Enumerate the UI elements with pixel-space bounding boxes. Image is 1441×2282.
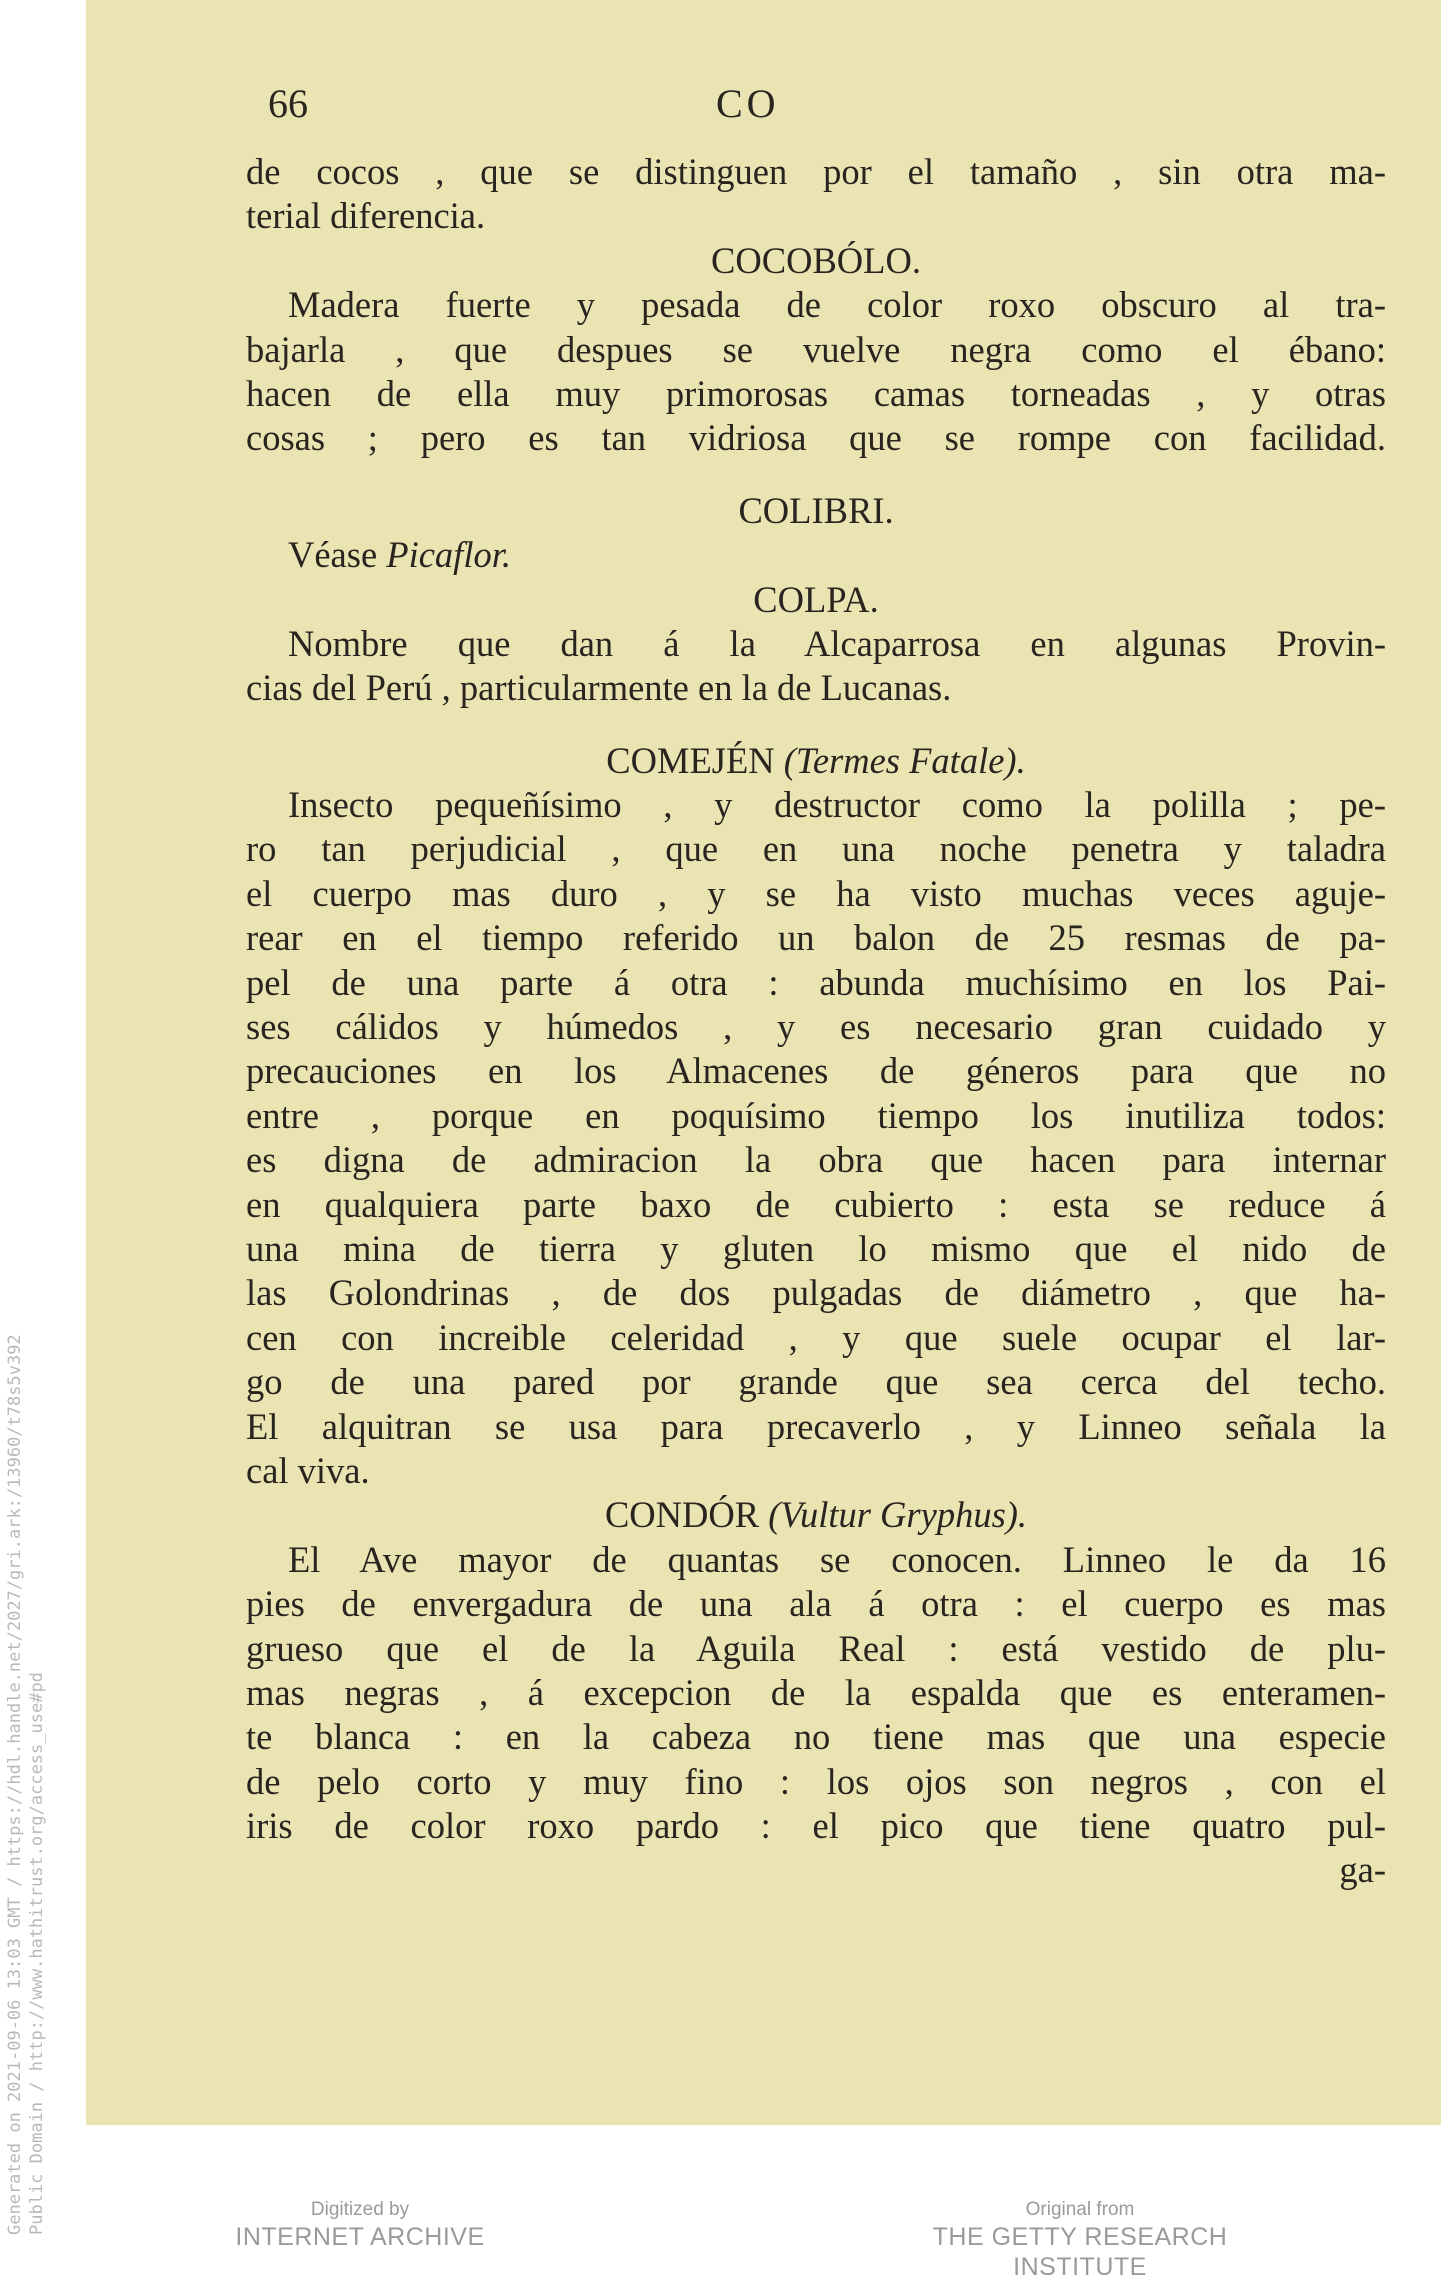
page-number: 66 (268, 81, 308, 126)
stamp-line-generated: Generated on 2021-09-06 13:03 GMT / https://hdl.handle.net/2027/gri.ark:/13960/t78s5v392 (5, 1334, 25, 2235)
heading-latin: (Vultur Gryphus). (768, 1494, 1028, 1536)
text-line: iris de color roxo pardo : el pico que tiene quatro pul- (246, 1805, 1386, 1847)
text-line: las Golondrinas , de dos pulgadas de diámetro , que ha- (246, 1272, 1386, 1314)
text-line: pel de una parte á otra : abunda muchísimo en los Pai- (246, 961, 1386, 1003)
catchword: ga- (1339, 1849, 1386, 1891)
heading-term: COMEJÉN (606, 739, 775, 781)
text-line: rear en el tiempo referido un balon de 25 resmas de pa- (246, 917, 1386, 959)
stamp-line-rights: Public Domain / http://www.hathitrust.org/access_use#pd (27, 1672, 47, 2235)
digitized-by (230, 2198, 490, 2252)
text-line: El Ave mayor de quantas se conocen. Linneo le da 16 (288, 1538, 1386, 1580)
text-line: Insecto pequeñísimo , y destructor como la polilla ; pe- (288, 784, 1386, 826)
text-line: Nombre que dan á la Alcaparrosa en algunas Provin- (288, 622, 1386, 664)
text-line: pies de envergadura de una ala á otra : el cuerpo es mas (246, 1583, 1386, 1625)
book-page (86, 0, 1441, 2125)
text-line: mas negras , á excepcion de la espalda que es enteramen- (246, 1671, 1386, 1713)
stamp-text (4, 1334, 48, 2235)
entry-heading-cocobolo: COCOBÓLO. (711, 239, 921, 281)
text-line: de cocos , que se distinguen por el tamaño , sin otra ma- (246, 151, 1386, 192)
text-line: de pelo corto y muy fino : los ojos son negros , con el (246, 1760, 1386, 1802)
text-line: terial diferencia. (246, 195, 486, 237)
heading-latin: (Termes Fatale). (783, 739, 1026, 781)
text-line: el cuerpo mas duro , y se ha visto muchas veces aguje- (246, 872, 1386, 914)
cross-reference (246, 533, 1386, 577)
text-line: grueso que el de la Aguila Real : está vestido de plu- (246, 1627, 1386, 1669)
text-line: entre , porque en poquísimo tiempo los inutiliza todos: (246, 1094, 1386, 1136)
entry-heading-colibri: COLIBRI. (738, 489, 894, 531)
text-line: Madera fuerte y pesada de color roxo obscuro al tra- (288, 284, 1386, 326)
text-line: en qualquiera parte baxo de cubierto : esta se reduce á (246, 1183, 1386, 1225)
original-label: Original from (1025, 2199, 1135, 2220)
text-line: bajarla , que despues se vuelve negra como el ébano: (246, 328, 1386, 370)
page-header (86, 80, 1441, 130)
see-target: Picaflor. (386, 534, 511, 576)
text-line: te blanca : en la cabeza no tiene mas que una especie (246, 1716, 1386, 1758)
see-prefix: Véase (288, 534, 378, 576)
text-line: cias del Perú , particularmente en la de Lucanas. (246, 667, 952, 709)
text-line: El alquitran se usa para precaverlo , y Linneo señala la (246, 1405, 1386, 1447)
heading-term: CONDÓR (604, 1494, 760, 1536)
text-line: ses cálidos y húmedos , y es necesario gran cuidado y (246, 1006, 1386, 1048)
text-line: go de una pared por grande que sea cerca del techo. (246, 1361, 1386, 1403)
original-source: THE GETTY RESEARCH INSTITUTE (932, 2223, 1228, 2281)
text-line: cosas ; pero es tan vidriosa que se rompe con facilidad. (246, 417, 1386, 459)
hathitrust-stamp (0, 1050, 47, 2250)
text-line: precauciones en los Almacenes de géneros para que no (246, 1050, 1386, 1092)
text-line: cal viva. (246, 1449, 370, 1491)
digitized-label: Digitized by (310, 2199, 410, 2220)
original-from (870, 2198, 1290, 2282)
text-line: es digna de admiracion la obra que hacen para internar (246, 1139, 1386, 1181)
entry-heading-condor (246, 1493, 1386, 1537)
running-head: CO (716, 81, 780, 126)
entry-heading-colpa: COLPA. (753, 578, 879, 620)
text-line: una mina de tierra y gluten lo mismo que el nido de (246, 1227, 1386, 1269)
digitized-source: INTERNET ARCHIVE (235, 2223, 485, 2251)
page-body (246, 150, 1386, 1893)
text-line: ro tan perjudicial , que en una noche penetra y taladra (246, 828, 1386, 870)
entry-heading-comejen (246, 739, 1386, 783)
text-line: hacen de ella muy primorosas camas torneadas , y otras (246, 372, 1386, 414)
text-line: cen con increible celeridad , y que suele ocupar el lar- (246, 1316, 1386, 1358)
